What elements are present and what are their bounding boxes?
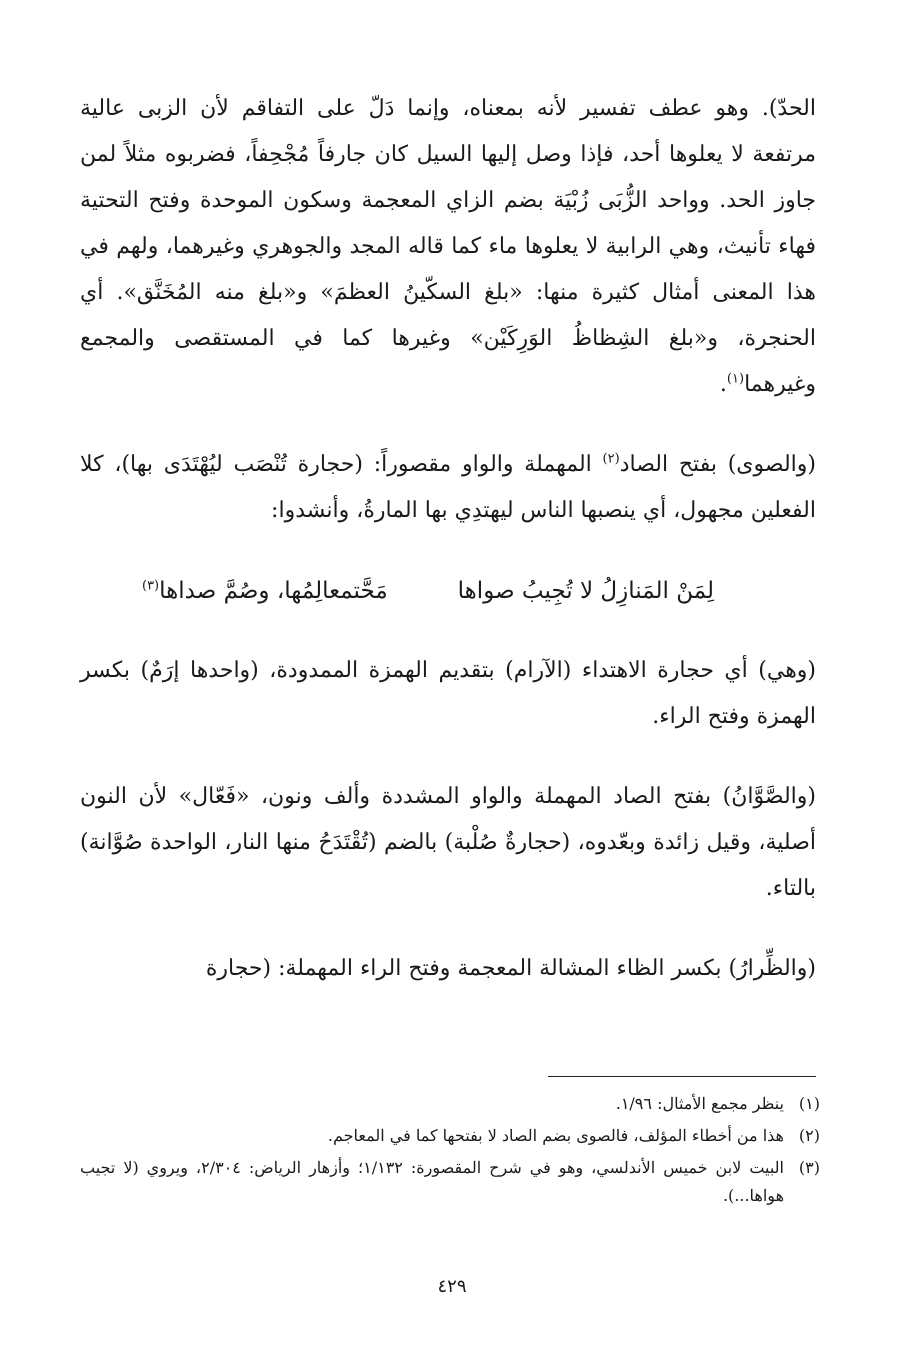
footnote-number: (٢) (798, 1126, 820, 1145)
verse-second-hemistich (142, 568, 388, 614)
main-text (80, 86, 816, 992)
footnote-1 (80, 1090, 820, 1118)
paragraph-sawa (80, 442, 816, 534)
footnote-text: ينظر مجمع الأمثال: ١/٩٦. (615, 1094, 784, 1113)
paragraph-aram (80, 648, 816, 740)
footnote-number: (٣) (798, 1158, 820, 1177)
footnote-marker-1: (١) (726, 371, 745, 387)
footnote-separator (548, 1076, 816, 1077)
paragraph-sawwan (80, 774, 816, 912)
verse-first-hemistich: لِمَنْ المَنازِلُ لا تُجِيبُ صواها (457, 578, 715, 604)
paragraph-text: (وهي) أي حجارة الاهتداء (الآرام) بتقديم الهمزة الممدودة، (واحدها إرَمٌ) بكسر الهمزة وفتح الراء. (80, 658, 816, 729)
footnote-2 (80, 1122, 820, 1150)
paragraph-text: (والصَّوَّانُ) بفتح الصاد المهملة والواو المشددة وألف ونون، «فَعّال» لأن النون أصلية، وقيل زائدة وبعّدوه، (حجارةٌ صُلْبة) بالضم (تُقْتَدَحُ منها النار، الواحدة صُوَّانة) بالتاء. (80, 784, 816, 901)
sentence-end: . (719, 372, 727, 397)
footnote-text: هذا من أخطاء المؤلف، فالصوى بضم الصاد لا بفتحها كما في المعاجم. (327, 1126, 784, 1145)
paragraph-text: الحدّ). وهو عطف تفسير لأنه بمعناه، وإنما دَلّ على التفاقم لأن الزبى عالية مرتفعة لا يعلوها أحد، فإذا وصل إليها السيل كان جارفاً مُجْحِفاً، فضربوه مثلاً لمن جاوز الحد. وواحد الزُّبَى زُبْيَة بضم الزاي المعجمة وسكون الموحدة وفتح التحتية فهاء تأنيث، وهي الرابية لا يعلوها ماء كما قاله المجد والجوهري وغيرهما، ولهم في هذا المعنى أمثال كثيرة منها: «بلغ السكّينُ العظمَ» و«بلغ منه المُخَنَّق». أي الحنجرة، و«بلغ الشِظاظُ الوَرِكَيْن» وغيرها كما في المستقصى والمجمع وغيرهما (80, 96, 816, 397)
footnotes (80, 1090, 820, 1214)
verse-second-text: مَحَّتمعالِمُها، وصُمَّ صداها (159, 578, 388, 604)
paragraph-text: (والظِّرارُ) بكسر الظاء المشالة المعجمة وفتح الراء المهملة: (حجارة (205, 956, 816, 981)
paragraph-text: المهملة والواو مقصوراً: (حجارة تُنْصَب ليُهْتَدَى بها)، كلا الفعلين مجهول، أي ينصبها الناس ليهتدِي بها المارةُ، وأنشدوا: (80, 452, 816, 523)
paragraph-hadd (80, 86, 816, 408)
footnote-number: (١) (798, 1094, 820, 1113)
footnote-marker-3: (٣) (141, 578, 160, 594)
paragraph-text: (والصوى) بفتح الصاد (619, 452, 816, 477)
footnote-text: البيت لابن خميس الأندلسي، وهو في شرح المقصورة: ١/١٣٢؛ وأزهار الرياض: ٢/٣٠٤، ويروي (لا تجيب هواها...). (80, 1158, 785, 1205)
footnote-3 (80, 1154, 820, 1210)
paragraph-zirar (80, 946, 816, 992)
footnote-marker-2: (٢) (602, 451, 620, 467)
poetry-verse (80, 568, 816, 614)
page-number: ٤٢٩ (437, 1276, 467, 1297)
